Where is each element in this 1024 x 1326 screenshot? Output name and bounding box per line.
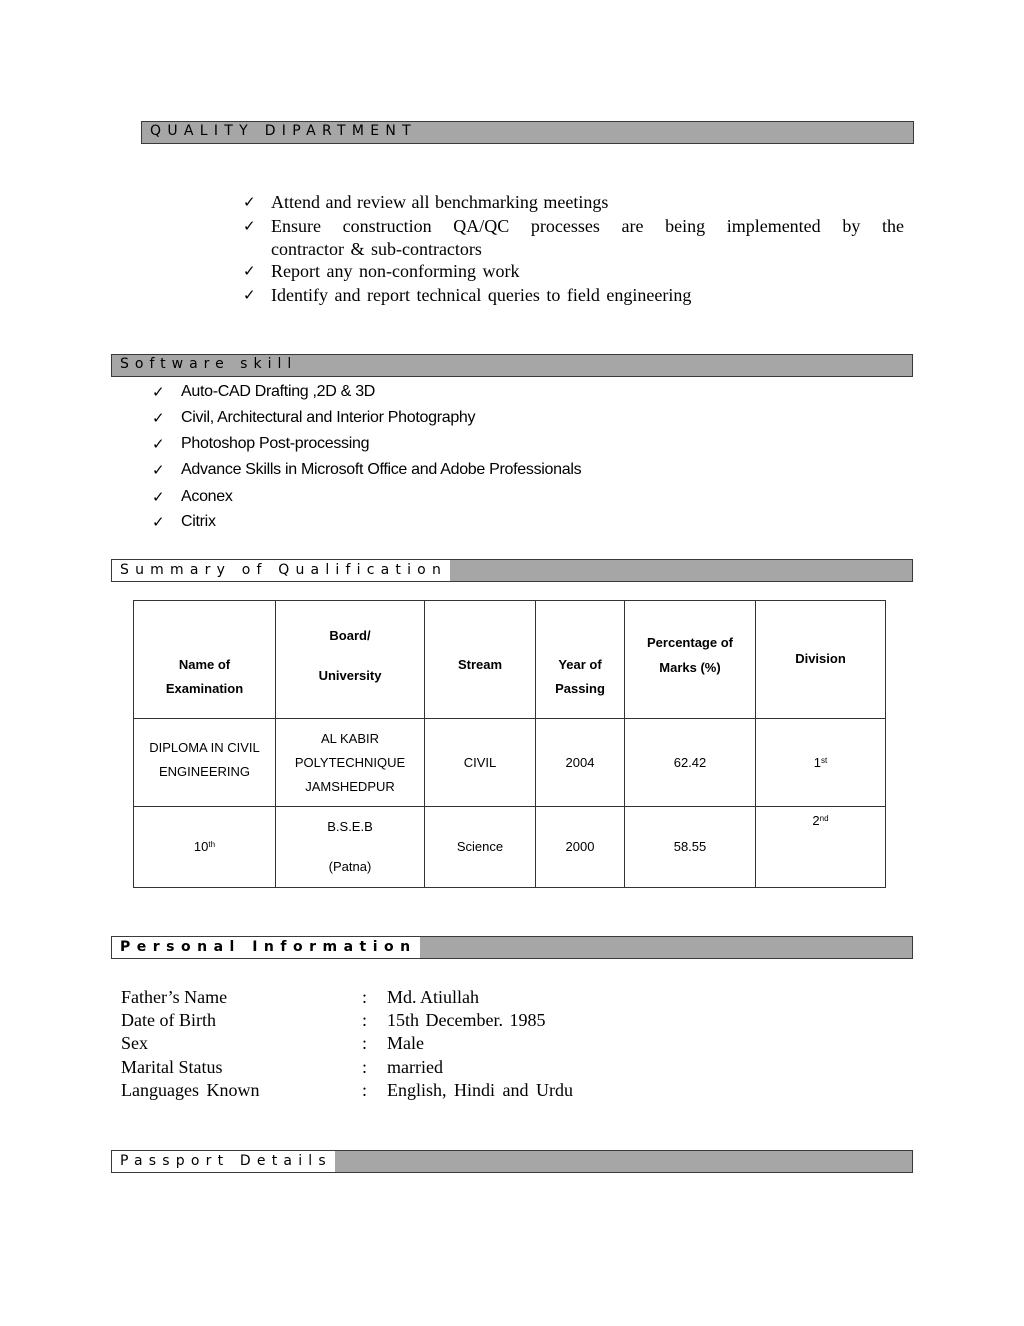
quality-item-continued: contractor & sub-contractors (271, 239, 482, 259)
header-percentage-of-marks: Percentage of Marks (%) (625, 601, 756, 719)
section-title-summary: Summary of Qualification (112, 560, 450, 581)
section-header-personal (111, 936, 913, 959)
quality-item: Report any non-conforming work (271, 261, 520, 281)
cell-stream: CIVIL (425, 719, 536, 807)
cell-year: 2000 (536, 807, 625, 888)
personal-separator: : (362, 1033, 368, 1053)
section-title-software: Software skill (120, 356, 298, 372)
personal-label: Marital Status (121, 1057, 223, 1077)
section-header-passport (111, 1150, 913, 1173)
section-header-summary (111, 559, 913, 582)
check-icon: ✓ (152, 488, 165, 506)
personal-label: Date of Birth (121, 1010, 216, 1030)
personal-separator: : (362, 987, 368, 1007)
section-title-quality: QUALITY DIPARTMENT (150, 123, 417, 139)
cell-exam: DIPLOMA IN CIVIL ENGINEERING (134, 719, 276, 807)
personal-label: Languages Known (121, 1080, 260, 1100)
check-icon: ✓ (152, 383, 165, 401)
section-title-personal: Personal Information (112, 937, 420, 958)
section-header-software (111, 354, 913, 377)
header-division: Division (756, 601, 886, 719)
check-icon: ✓ (243, 193, 256, 211)
software-item: Photoshop Post-processing (181, 435, 370, 452)
section-header-quality (141, 121, 914, 144)
cell-stream: Science (425, 807, 536, 888)
header-stream: Stream (425, 601, 536, 719)
software-item: Aconex (181, 488, 233, 505)
personal-value: married (387, 1057, 443, 1077)
cell-year: 2004 (536, 719, 625, 807)
header-board-university: Board/ University (276, 601, 425, 719)
cell-board: AL KABIR POLYTECHNIQUE JAMSHEDPUR (276, 719, 425, 807)
cell-division: 2nd (756, 807, 886, 888)
quality-item: Attend and review all benchmarking meetings (271, 192, 609, 212)
quality-item: Ensure construction QA/QC processes are being implemented by the (271, 216, 904, 236)
header-name-of-examination: Name of Examination (134, 601, 276, 719)
personal-separator: : (362, 1010, 368, 1030)
check-icon: ✓ (243, 286, 256, 304)
software-item: Civil, Architectural and Interior Photography (181, 409, 476, 426)
personal-value: Male (387, 1033, 424, 1053)
cell-board: B.S.E.B (Patna) (276, 807, 425, 888)
quality-item: Identify and report technical queries to field engineering (271, 285, 692, 305)
personal-value: Md. Atiullah (387, 987, 480, 1007)
cell-percentage: 58.55 (625, 807, 756, 888)
check-icon: ✓ (243, 217, 256, 235)
check-icon: ✓ (152, 409, 165, 427)
check-icon: ✓ (152, 461, 165, 479)
check-icon: ✓ (243, 262, 256, 280)
section-title-passport: Passport Details (112, 1151, 335, 1172)
table-row (134, 719, 886, 807)
check-icon: ✓ (152, 513, 165, 531)
software-item: Auto-CAD Drafting ,2D & 3D (181, 383, 376, 400)
cell-exam: 10th (134, 807, 276, 888)
personal-label: Father’s Name (121, 987, 228, 1007)
personal-separator: : (362, 1057, 368, 1077)
table-row (134, 807, 886, 888)
personal-value: 15th December. 1985 (387, 1010, 546, 1030)
software-item: Citrix (181, 513, 216, 530)
table-header-row (134, 601, 886, 719)
personal-label: Sex (121, 1033, 148, 1053)
cell-percentage: 62.42 (625, 719, 756, 807)
personal-separator: : (362, 1080, 368, 1100)
cell-division: 1st (756, 719, 886, 807)
software-item: Advance Skills in Microsoft Office and Adobe Professionals (181, 461, 582, 478)
header-year-of-passing: Year of Passing (536, 601, 625, 719)
qualification-table (133, 600, 886, 888)
check-icon: ✓ (152, 435, 165, 453)
personal-value: English, Hindi and Urdu (387, 1080, 573, 1100)
